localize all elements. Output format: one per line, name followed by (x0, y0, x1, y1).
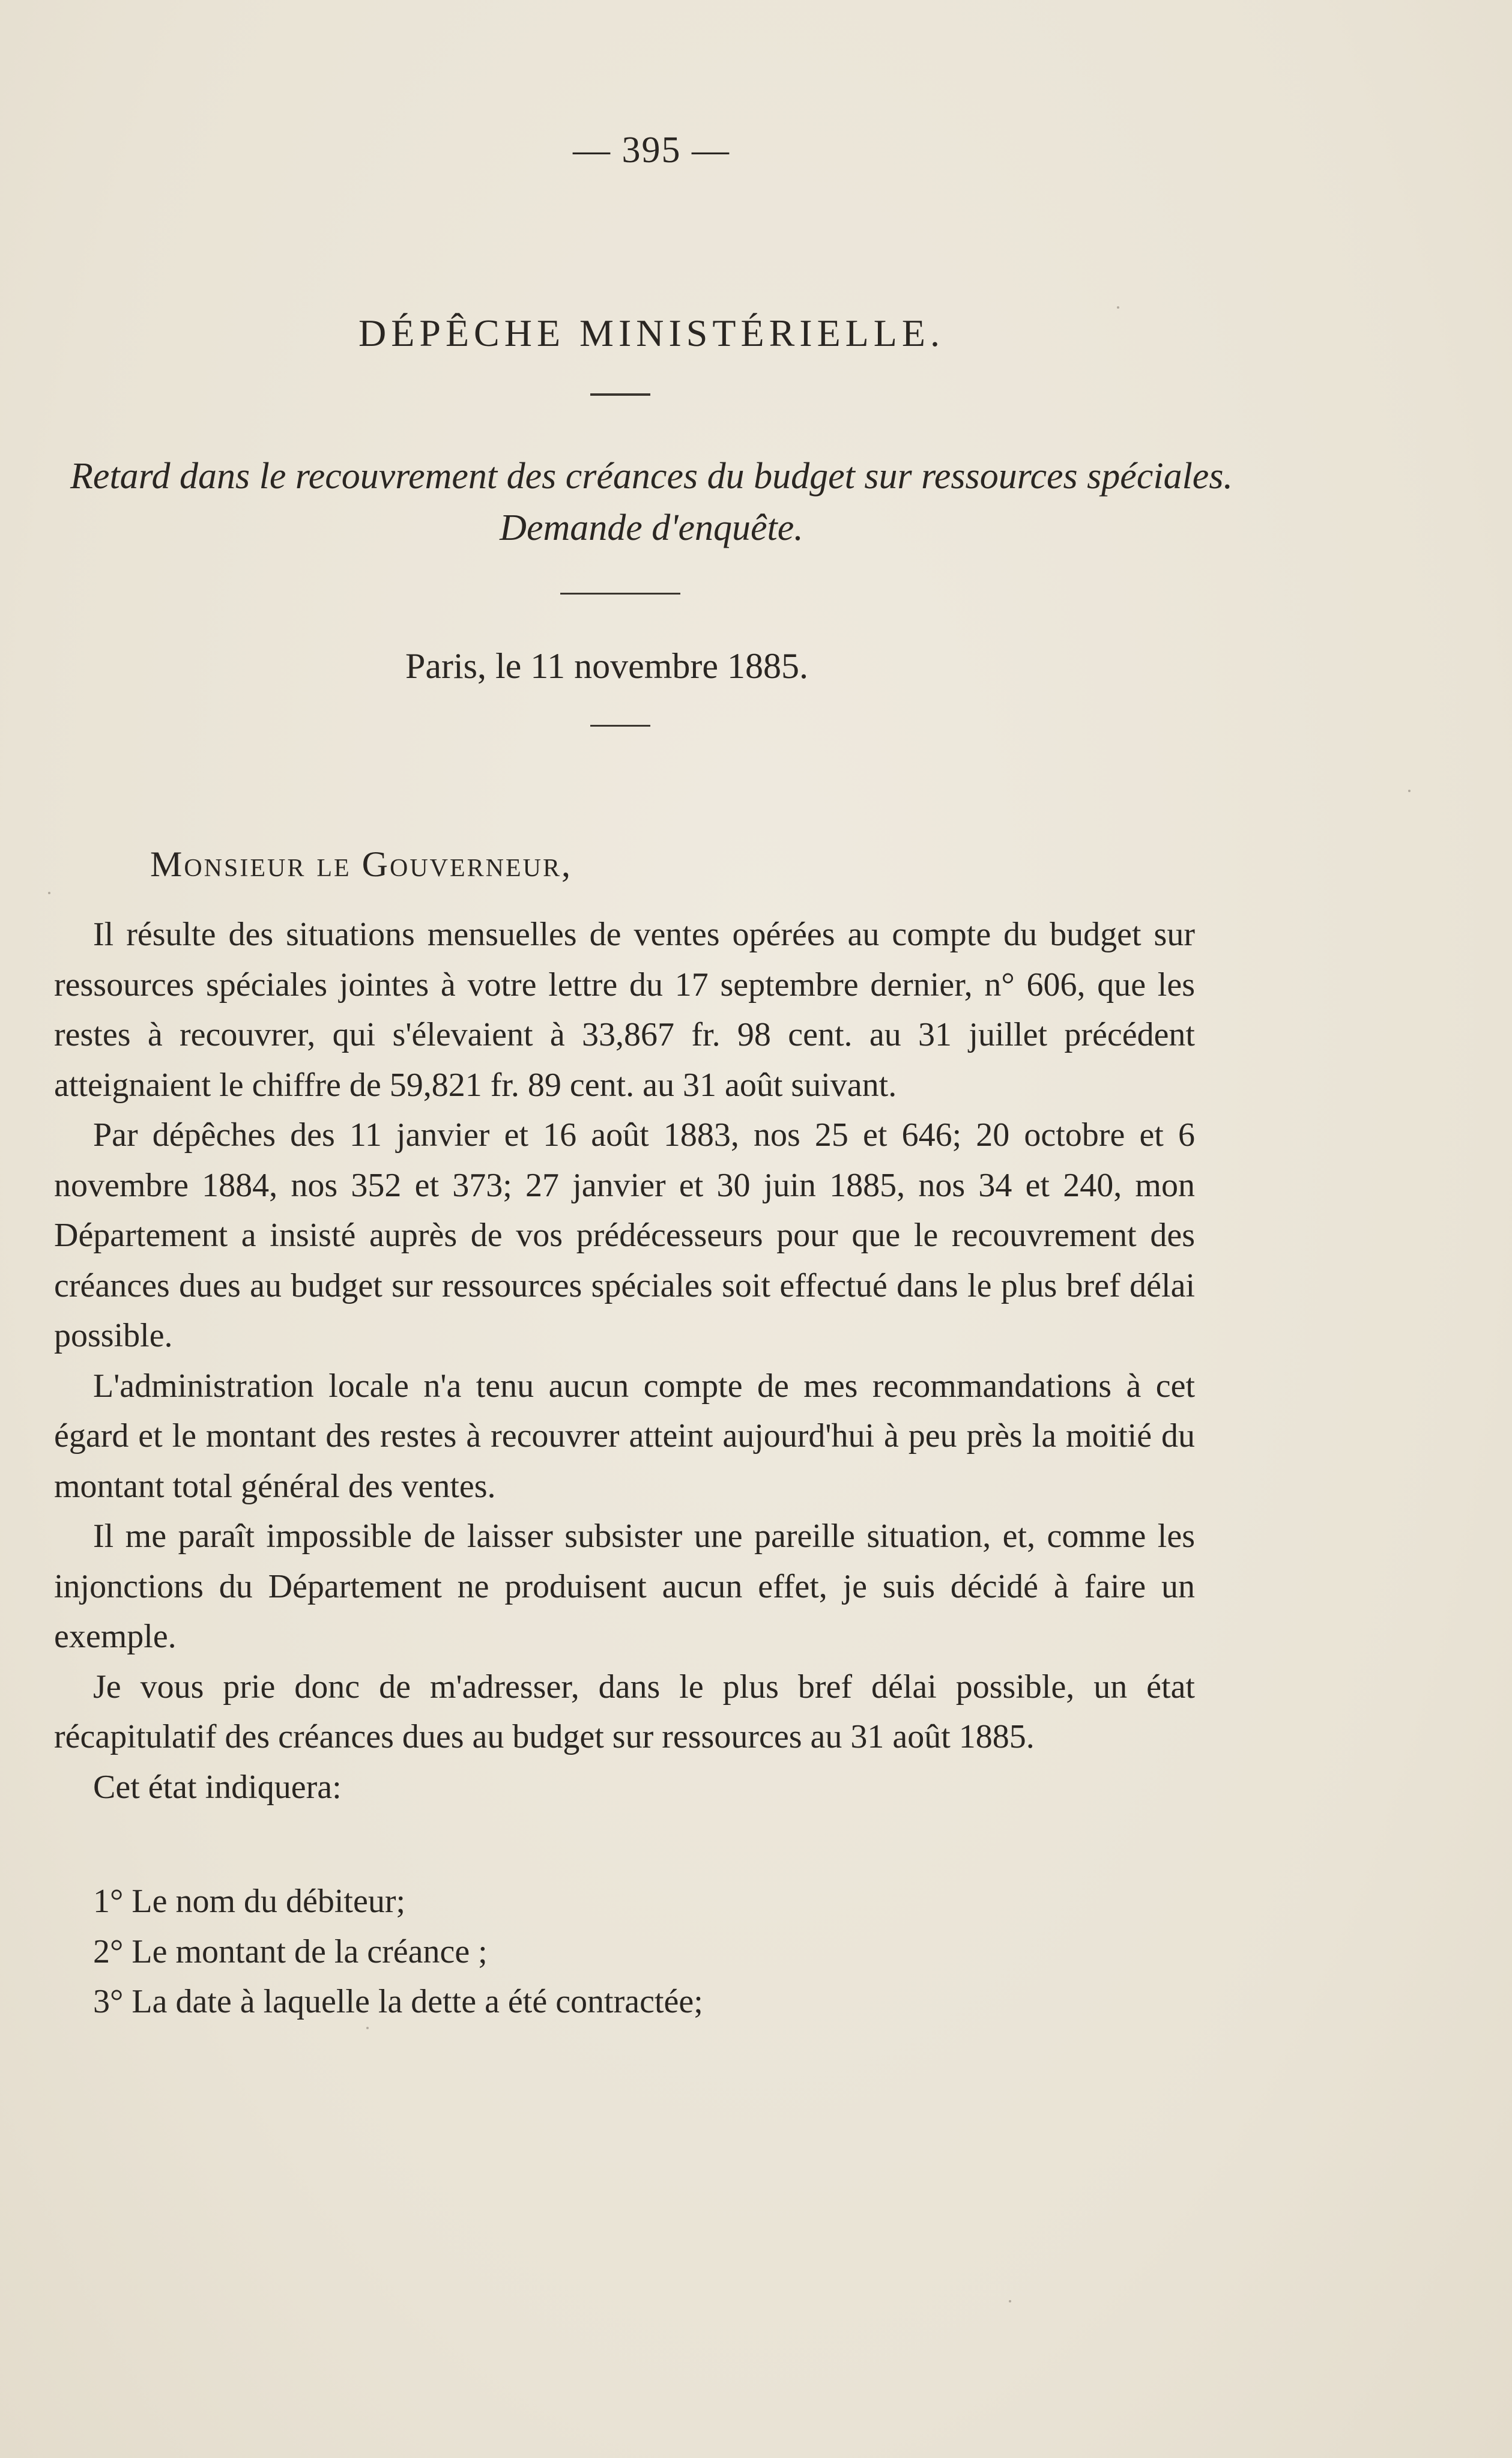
salutation: Monsieur le Gouverneur, (150, 844, 572, 884)
paper-speck (1408, 790, 1411, 792)
paragraph: Je vous prie donc de m'adresser, dans le plus bref délai possible, un état récapitulatif des créances dues au budget sur ressources au 31 août 1885. (54, 1668, 1195, 1755)
title-divider (590, 393, 650, 396)
enumerated-list (93, 1877, 1174, 2027)
subject-line-1: Retard dans le recouvrement des créances du budget sur ressources spéciales. (70, 456, 1233, 497)
dateline-divider (590, 725, 650, 727)
dispatch-title: DÉPÊCHE MINISTÉRIELLE. (358, 312, 945, 354)
paragraph: Il résulte des situations mensuelles de ventes opérées au compte du budget sur ressources spéciales jointes à votre lettre du 17 septembre dernier, n° 606, que les restes à recouvrer, qui s'élevaient à 33,867 fr. 98 cent. au 31 juillet précédent atteignaient le chiffre de 59,821 fr. 89 cent. au 31 août suivant. (54, 916, 1195, 1104)
dateline: Paris, le 11 novembre 1885. (405, 646, 808, 686)
subject-line-2: Demande d'enquête. (500, 507, 803, 548)
letter-body (54, 910, 1195, 1812)
list-item: 2° Le montant de la créance ; (93, 1933, 488, 1970)
paper-speck (48, 892, 50, 894)
paper-speck (1009, 2300, 1011, 2302)
paragraph: Par dépêches des 11 janvier et 16 août 1883, nos 25 et 646; 20 octobre et 6 novembre 1884, nos 352 et 373; 27 janvier et 30 juin 1885, nos 34 et 240, mon Département a insisté auprès de vos prédécesseurs pour que le recouvrement des créances dues au budget sur ressources spéciales soit effectué dans le plus bref délai possible. (54, 1116, 1195, 1354)
paragraph: Cet état indiquera: (93, 1768, 342, 1806)
paper-speck (1117, 306, 1119, 309)
paper-speck (366, 2027, 369, 2029)
subject-divider (560, 593, 680, 595)
paragraph: L'administration locale n'a tenu aucun compte de mes recommandations à cet égard et le montant des restes à recouvrer atteint aujourd'hui à peu près la moitié du montant total général des ventes. (54, 1367, 1195, 1505)
page-number: — 395 — (573, 130, 730, 171)
list-item: 3° La date à laquelle la dette a été contractée; (93, 1983, 703, 2020)
list-item: 1° Le nom du débiteur; (93, 1883, 406, 1920)
paragraph: Il me paraît impossible de laisser subsister une pareille situation, et, comme les injonctions du Département ne produisent aucun effet, je suis décidé à faire un exemple. (54, 1518, 1195, 1655)
dispatch-subject (0, 450, 1303, 554)
